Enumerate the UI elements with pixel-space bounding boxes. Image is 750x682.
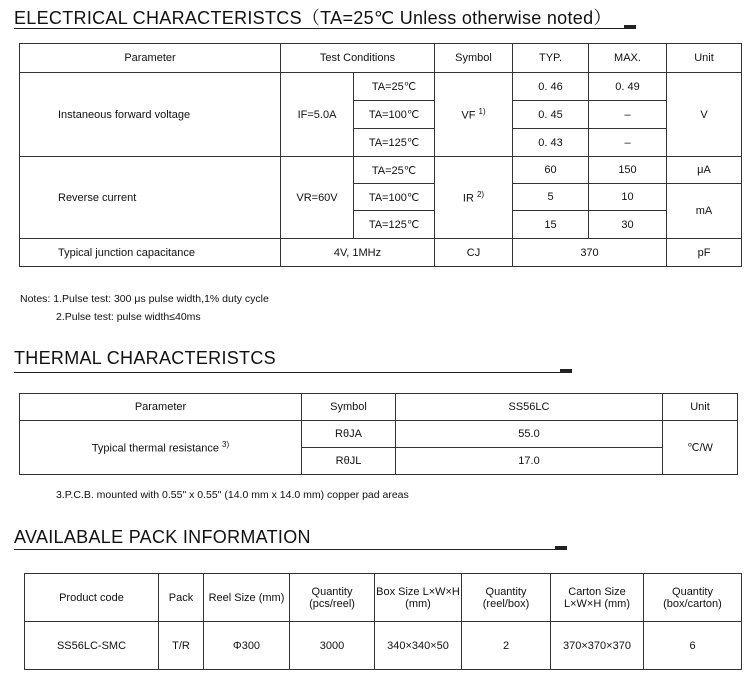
ir-condition: VR=60V bbox=[281, 157, 354, 239]
thermal-parameter-cell bbox=[20, 421, 302, 475]
heading-rule-mark bbox=[624, 25, 636, 29]
pack-box: 340×340×50 bbox=[375, 622, 462, 670]
header-typ: TYP. bbox=[513, 44, 589, 73]
thermal-note: 3) bbox=[222, 440, 230, 450]
vf-condition: IF=5.0A bbox=[281, 73, 354, 157]
pack-header-reel: Reel Size (mm) bbox=[204, 574, 290, 622]
thermal-header-parameter: Parameter bbox=[20, 394, 302, 421]
header-max: MAX. bbox=[589, 44, 667, 73]
pack-carton: 370×370×370 bbox=[551, 622, 644, 670]
header-parameter: Parameter bbox=[20, 44, 281, 73]
thermal-header-part: SS56LC bbox=[396, 394, 663, 421]
pack-header-carton: Carton Size L×W×H (mm) bbox=[551, 574, 644, 622]
pack-pack: T/R bbox=[159, 622, 204, 670]
vf-typ-3: 0. 43 bbox=[513, 129, 589, 157]
thermal-footnote: 3.P.C.B. mounted with 0.55" x 0.55" (14.0 mm x 14.0 mm) copper pad areas bbox=[56, 489, 409, 501]
pack-header-product: Product code bbox=[25, 574, 159, 622]
pack-reel: Φ300 bbox=[204, 622, 290, 670]
cj-condition: 4V, 1MHz bbox=[281, 239, 435, 267]
cj-unit: pF bbox=[667, 239, 742, 267]
ir-symbol: IR bbox=[462, 192, 474, 205]
ir-ta-3: TA=125℃ bbox=[354, 211, 435, 239]
pack-qty-carton: 6 bbox=[644, 622, 742, 670]
thermal-value-1: 55.0 bbox=[396, 421, 663, 448]
ir-typ-1: 60 bbox=[513, 157, 589, 184]
ir-max-3: 30 bbox=[589, 211, 667, 239]
vf-typ-2: 0. 45 bbox=[513, 101, 589, 129]
ir-ta-1: TA=25℃ bbox=[354, 157, 435, 184]
pack-header-qty-reel: Quantity (pcs/reel) bbox=[290, 574, 375, 622]
electrical-heading: ELECTRICAL CHARACTERISTCS（TA=25℃ Unless otherwise noted） bbox=[14, 8, 612, 28]
vf-symbol-cell bbox=[435, 73, 513, 157]
thermal-parameter: Typical thermal resistance bbox=[91, 442, 219, 455]
heading-rule bbox=[14, 549, 567, 550]
pack-header-box: Box Size L×W×H (mm) bbox=[375, 574, 462, 622]
ir-note: 2) bbox=[476, 190, 485, 200]
header-symbol: Symbol bbox=[435, 44, 513, 73]
thermal-heading: THERMAL CHARACTERISTCS bbox=[14, 348, 276, 368]
vf-max-1: 0. 49 bbox=[589, 73, 667, 101]
thermal-table bbox=[19, 393, 738, 475]
heading-rule bbox=[14, 28, 636, 29]
cj-symbol: CJ bbox=[435, 239, 513, 267]
vf-ta-3: TA=125℃ bbox=[354, 129, 435, 157]
cj-value: 370 bbox=[513, 239, 667, 267]
pack-header-qty-box: Quantity (reel/box) bbox=[462, 574, 551, 622]
electrical-table bbox=[19, 43, 742, 267]
ir-unit-ua: μA bbox=[667, 157, 742, 184]
header-test-conditions: Test Conditions bbox=[281, 44, 435, 73]
note-2: 2.Pulse test: pulse width≤40ms bbox=[56, 311, 201, 323]
header-unit: Unit bbox=[667, 44, 742, 73]
vf-symbol: VF bbox=[461, 109, 476, 122]
vf-max-2: – bbox=[589, 101, 667, 129]
pack-heading: AVAILABALE PACK INFORMATION bbox=[14, 527, 311, 547]
thermal-value-2: 17.0 bbox=[396, 448, 663, 475]
heading-rule bbox=[14, 372, 572, 373]
heading-rule-mark bbox=[555, 546, 567, 550]
pack-table bbox=[24, 573, 742, 670]
cj-parameter: Typical junction capacitance bbox=[20, 239, 281, 267]
ir-symbol-cell bbox=[435, 157, 513, 239]
vf-ta-1: TA=25℃ bbox=[354, 73, 435, 101]
note-1: Notes: 1.Pulse test: 300 μs pulse width,1% duty cycle bbox=[20, 293, 269, 305]
ir-parameter: Reverse current bbox=[20, 157, 281, 239]
thermal-unit: ℃/W bbox=[663, 421, 738, 475]
vf-parameter: Instaneous forward voltage bbox=[20, 73, 281, 157]
thermal-header-symbol: Symbol bbox=[302, 394, 396, 421]
vf-typ-1: 0. 46 bbox=[513, 73, 589, 101]
pack-qty-box: 2 bbox=[462, 622, 551, 670]
ir-unit-ma: mA bbox=[667, 184, 742, 239]
ir-max-1: 150 bbox=[589, 157, 667, 184]
vf-ta-2: TA=100℃ bbox=[354, 101, 435, 129]
thermal-symbol-2: RθJL bbox=[302, 448, 396, 475]
vf-max-3: – bbox=[589, 129, 667, 157]
pack-product: SS56LC-SMC bbox=[25, 622, 159, 670]
ir-typ-2: 5 bbox=[513, 184, 589, 211]
ir-max-2: 10 bbox=[589, 184, 667, 211]
thermal-header-unit: Unit bbox=[663, 394, 738, 421]
pack-qty-reel: 3000 bbox=[290, 622, 375, 670]
ir-ta-2: TA=100℃ bbox=[354, 184, 435, 211]
vf-unit: V bbox=[667, 73, 742, 157]
pack-header-pack: Pack bbox=[159, 574, 204, 622]
ir-typ-3: 15 bbox=[513, 211, 589, 239]
vf-note: 1) bbox=[478, 107, 486, 117]
thermal-symbol-1: RθJA bbox=[302, 421, 396, 448]
heading-rule-mark bbox=[560, 369, 572, 373]
pack-header-qty-carton: Quantity (box/carton) bbox=[644, 574, 742, 622]
